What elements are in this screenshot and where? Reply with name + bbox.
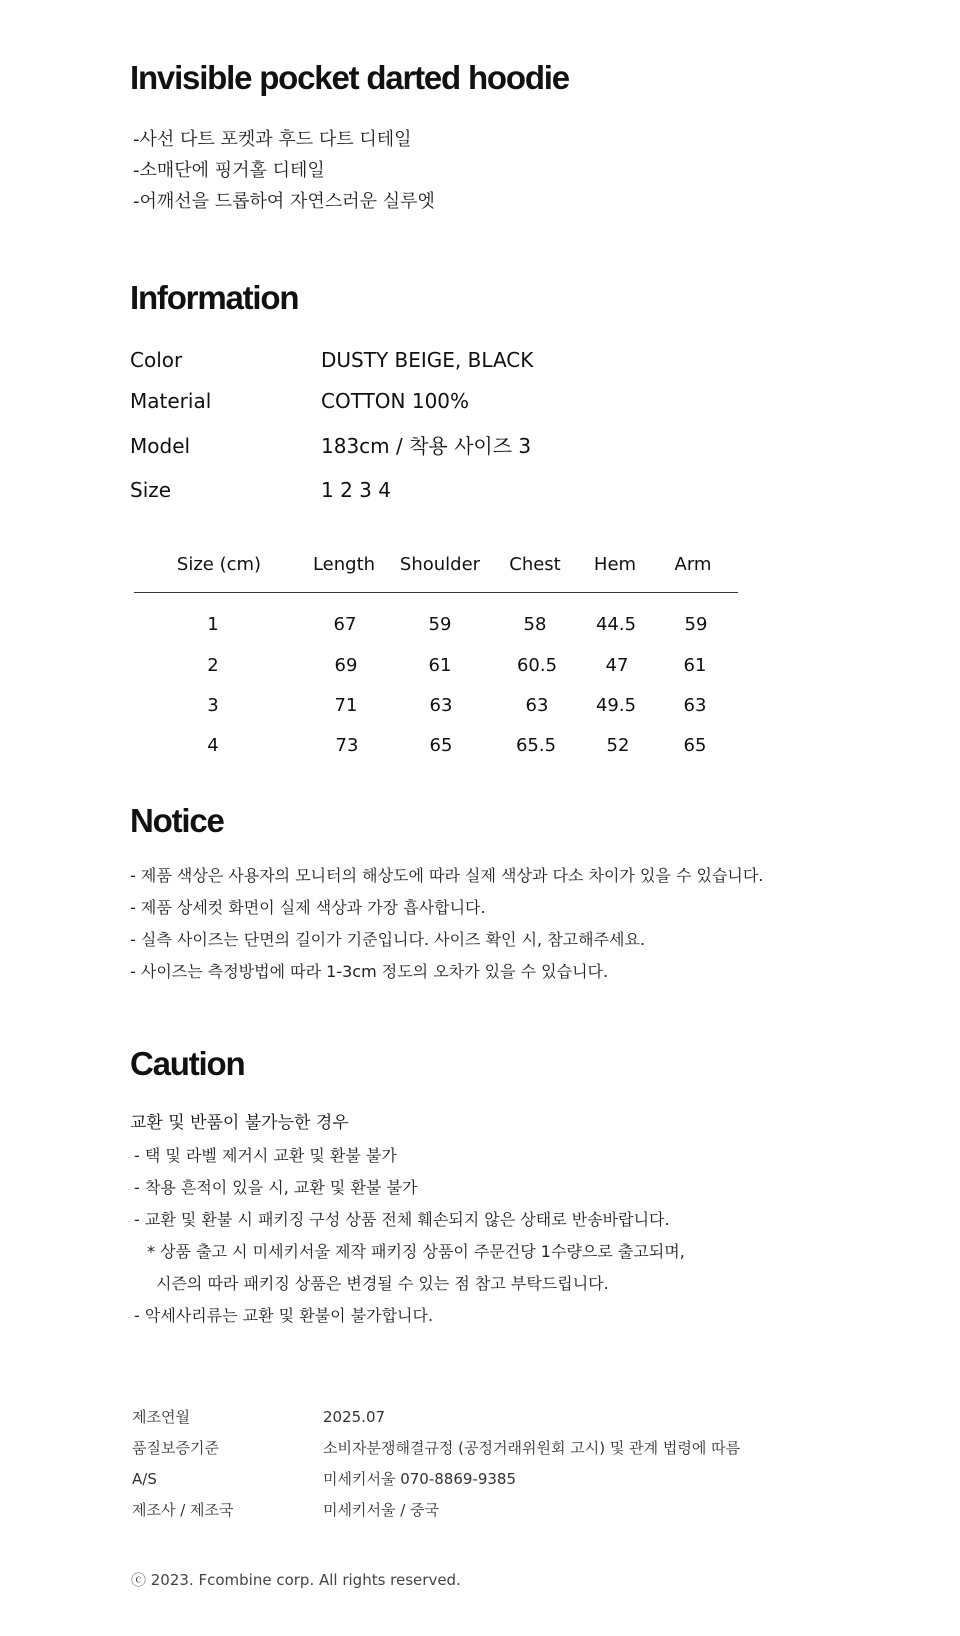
size-table-cell: 49.5 bbox=[595, 695, 637, 716]
information-heading: Information bbox=[130, 279, 299, 316]
size-table-cell: 4 bbox=[207, 735, 219, 756]
info-label-material: Material bbox=[130, 389, 212, 413]
size-table-cell: 65.5 bbox=[515, 735, 557, 756]
feature-line: -소매단에 핑거홀 디테일 bbox=[133, 160, 325, 181]
copyright: ⓒ 2023. Fcombine corp. All rights reserved. bbox=[131, 1571, 461, 1589]
info-value-model: 183cm / 착용 사이즈 3 bbox=[321, 434, 532, 458]
size-table-cell: 67 bbox=[333, 614, 357, 635]
notice-line: - 사이즈는 측정방법에 따라 1-3cm 정도의 오차가 있을 수 있습니다. bbox=[130, 962, 609, 981]
caution-line: - 착용 흔적이 있을 시, 교환 및 환불 불가 bbox=[134, 1178, 418, 1197]
meta-value: 2025.07 bbox=[323, 1408, 386, 1426]
size-table-header: Length bbox=[312, 554, 376, 575]
size-table-cell: 61 bbox=[428, 655, 452, 676]
caution-line: - 택 및 라벨 제거시 교환 및 환불 불가 bbox=[134, 1146, 397, 1165]
size-table-cell: 60.5 bbox=[516, 655, 558, 676]
product-title: Invisible pocket darted hoodie bbox=[130, 59, 569, 96]
size-table-header: Size (cm) bbox=[176, 554, 262, 575]
meta-label: 제조연월 bbox=[132, 1408, 190, 1426]
size-table-cell: 2 bbox=[207, 655, 219, 676]
size-table-cell: 59 bbox=[684, 614, 708, 635]
size-table-cell: 63 bbox=[683, 695, 707, 716]
size-table-cell: 44.5 bbox=[595, 614, 637, 635]
size-table-cell: 73 bbox=[335, 735, 359, 756]
info-label-model: Model bbox=[130, 434, 191, 458]
size-table-cell: 52 bbox=[606, 735, 630, 756]
meta-label: A/S bbox=[132, 1470, 157, 1488]
meta-label: 품질보증기준 bbox=[132, 1439, 219, 1457]
notice-heading: Notice bbox=[130, 802, 224, 839]
meta-value: 미세키서울 / 중국 bbox=[323, 1501, 440, 1519]
size-table-header: Chest bbox=[509, 554, 561, 575]
caution-line: - 악세사리류는 교환 및 환불이 불가합니다. bbox=[134, 1306, 434, 1325]
size-table-cell: 65 bbox=[429, 735, 453, 756]
size-table-divider bbox=[134, 592, 738, 593]
meta-value: 미세키서울 070-8869-9385 bbox=[323, 1470, 517, 1488]
caution-note-line: 시즌의 따라 패키징 상품은 변경될 수 있는 점 참고 부탁드립니다. bbox=[156, 1274, 609, 1293]
size-table-cell: 65 bbox=[683, 735, 707, 756]
caution-heading: Caution bbox=[130, 1045, 245, 1082]
caution-subheading: 교환 및 반품이 불가능한 경우 bbox=[130, 1113, 349, 1133]
size-table-header: Arm bbox=[674, 554, 712, 575]
caution-note-line: * 상품 출고 시 미세키서울 제작 패키징 상품이 주문건당 1수량으로 출고되며, bbox=[147, 1242, 685, 1261]
size-table-cell: 58 bbox=[523, 614, 547, 635]
size-table-cell: 63 bbox=[525, 695, 549, 716]
size-table-cell: 61 bbox=[683, 655, 707, 676]
size-table-cell: 59 bbox=[428, 614, 452, 635]
feature-line: -어깨선을 드롭하여 자연스러운 실루엣 bbox=[133, 191, 435, 212]
size-table-cell: 63 bbox=[429, 695, 453, 716]
size-table-cell: 71 bbox=[334, 695, 358, 716]
size-table-cell: 47 bbox=[605, 655, 629, 676]
feature-line: -사선 다트 포켓과 후드 다트 디테일 bbox=[133, 129, 412, 150]
notice-line: - 제품 색상은 사용자의 모니터의 해상도에 따라 실제 색상과 다소 차이가 있을 수 있습니다. bbox=[130, 866, 764, 885]
size-table-cell: 69 bbox=[334, 655, 358, 676]
info-label-size: Size bbox=[130, 478, 172, 502]
info-value-material: COTTON 100% bbox=[321, 389, 470, 413]
size-table-header: Hem bbox=[593, 554, 637, 575]
info-label-color: Color bbox=[130, 348, 183, 372]
size-table-cell: 1 bbox=[207, 614, 219, 635]
meta-value: 소비자분쟁해결규정 (공정거래위원회 고시) 및 관계 법령에 따름 bbox=[323, 1439, 741, 1457]
size-table-header: Shoulder bbox=[399, 554, 481, 575]
notice-line: - 제품 상세컷 화면이 실제 색상과 가장 흡사합니다. bbox=[130, 898, 486, 917]
info-value-color: DUSTY BEIGE, BLACK bbox=[321, 348, 534, 372]
notice-line: - 실측 사이즈는 단면의 길이가 기준입니다. 사이즈 확인 시, 참고해주세요. bbox=[130, 930, 646, 949]
caution-line: - 교환 및 환불 시 패키징 구성 상품 전체 훼손되지 않은 상태로 반송바랍니다. bbox=[134, 1210, 670, 1229]
size-table-cell: 3 bbox=[207, 695, 219, 716]
info-value-size: 1 2 3 4 bbox=[321, 478, 391, 502]
meta-label: 제조사 / 제조국 bbox=[132, 1501, 234, 1519]
